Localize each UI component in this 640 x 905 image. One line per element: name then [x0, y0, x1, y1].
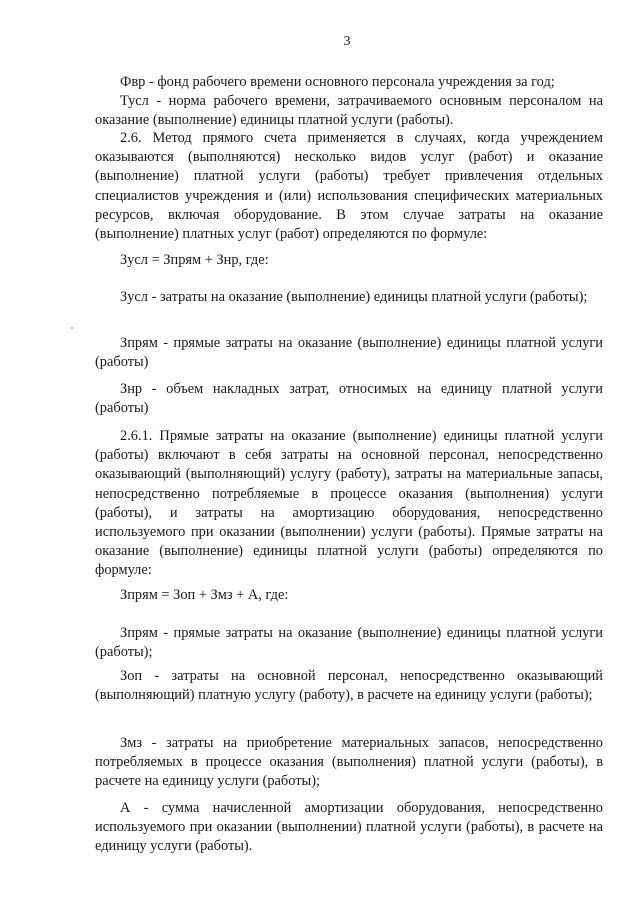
paragraph-direct-costs-composition: 2.6.1. Прямые затраты на оказание (выполнение) единицы платной услуги (работы) включают в себя затраты на основной персонал, непосредственно оказывающий (выполняющий) услугу (работу), затраты на материальные запасы, непосредственно потребляемые в процессе оказания (выполнения) услуги (работы), и затраты на амортизацию оборудования, непосредственно используемого при оказании (выполнении) услуги (работы). Прямые затраты на оказание (выполнение) единицы платной услуги (работы) определяются по формуле:: [95, 428, 603, 579]
paragraph-znr-definition: Знр - объем накладных затрат, относимых на единицу платной услуги (работы): [95, 381, 603, 417]
paragraph-zpryam-definition-2: Зпрям - прямые затраты на оказание (выполнение) единицы платной услуги (работы);: [95, 625, 603, 661]
paragraph-zop-definition: Зоп - затраты на основной персонал, непосредственно оказывающий (выполняющий) платную услугу (работу), в расчете на единицу услуги (работы);: [95, 668, 603, 704]
paragraph-tusl-definition: Тусл - норма рабочего времени, затрачиваемого основным персоналом на оказание (выполнение) единицы платной услуги (работы).: [95, 93, 603, 129]
formula-zpryam: Зпрям = Зоп + Змз + А, где:: [120, 587, 289, 603]
paragraph-zusl-definition: Зусл - затраты на оказание (выполнение) единицы платной услуги (работы);: [120, 289, 588, 305]
paragraph-zmz-definition: Змз - затраты на приобретение материальных запасов, непосредственно потребляемых в процессе оказания (выполнения) платной услуги (работы), в расчете на единицу услуги (работы);: [95, 735, 603, 790]
formula-zusl: Зусл = Зпрям + Знр, где:: [120, 252, 269, 268]
page-number: 3: [343, 34, 351, 49]
scan-artifact: [71, 327, 73, 329]
paragraph-zpryam-definition: Зпрям - прямые затраты на оказание (выполнение) единицы платной услуги (работы): [95, 335, 603, 371]
paragraph-amortization-definition: А - сумма начисленной амортизации оборудования, непосредственно используемого при оказании (выполнении) платной услуги (работы), в расчете на единицу услуги (работы).: [95, 800, 603, 855]
paragraph-direct-count-method: 2.6. Метод прямого счета применяется в случаях, когда учреждением оказываются (выполняются) несколько видов услуг (работ) и оказание (выполнение) платной услуги (работы) требует привлечения отдельных специалистов учреждения и (или) использования специфических материальных ресурсов, включая оборудование. В этом случае затраты на оказание (выполнение) платных услуг (работ) определяются по формуле:: [95, 130, 603, 243]
paragraph-fvr-definition: Фвр - фонд рабочего времени основного персонала учреждения за год;: [120, 74, 555, 90]
